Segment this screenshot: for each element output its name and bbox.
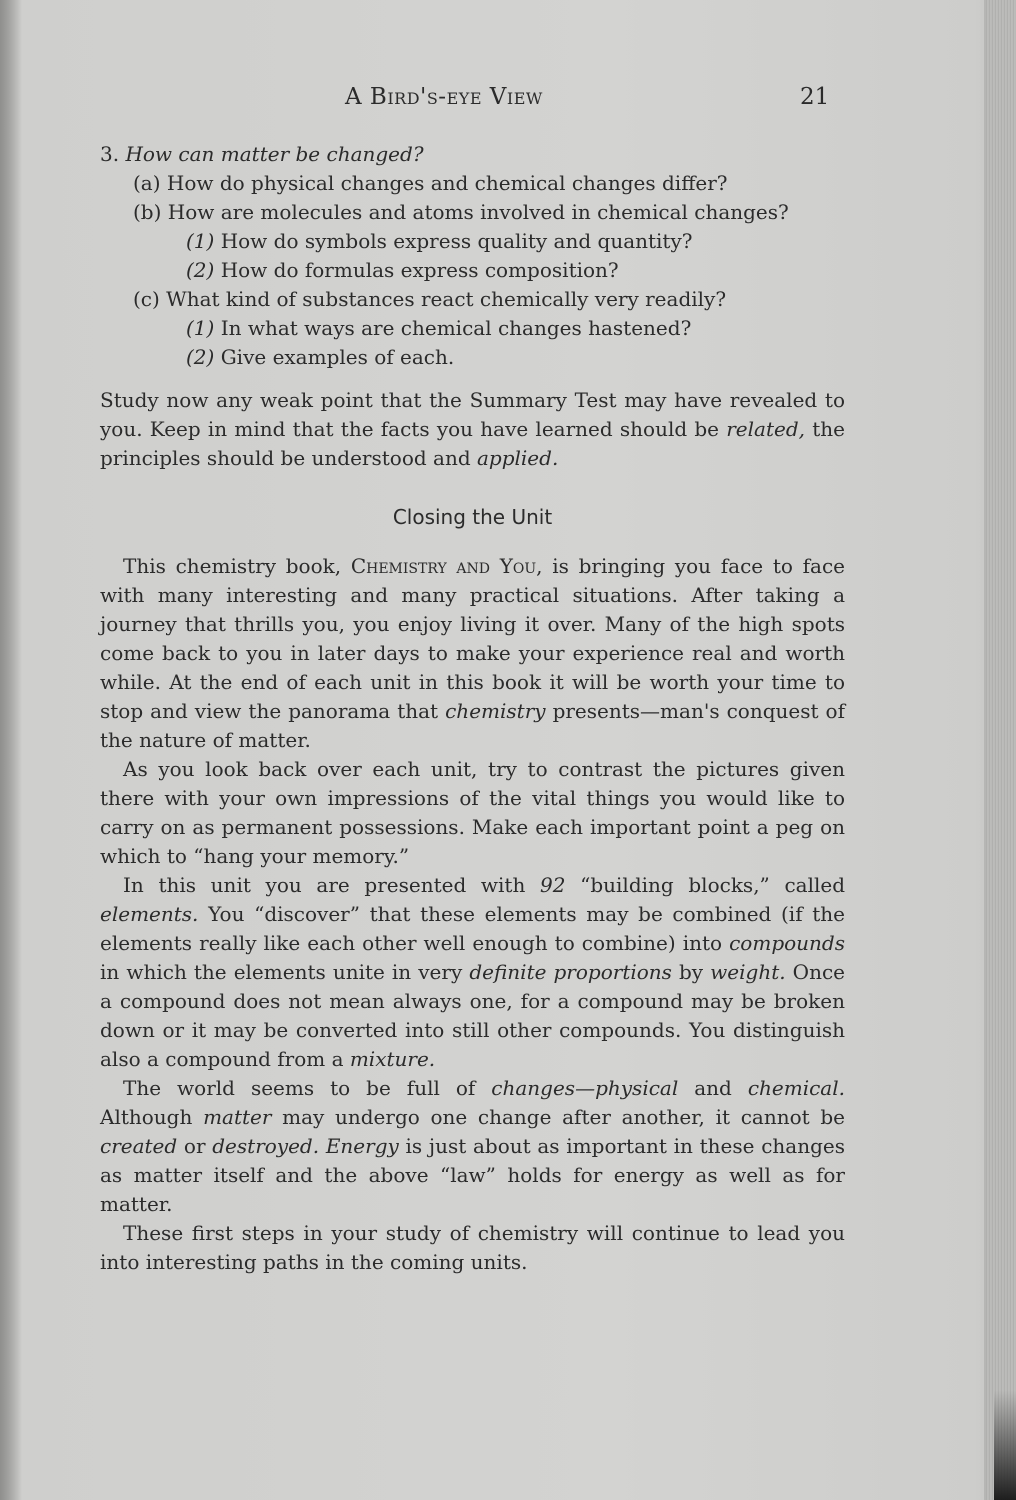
item-text: How are molecules and atoms involved in chemical changes? — [167, 200, 789, 224]
item-label: (2) — [186, 345, 215, 369]
question-subitem — [100, 343, 845, 372]
study-note: Study now any weak point that the Summary Test may have revealed to you. Keep in mind that the facts you have learned should be related, the principles should be understood and applied. — [100, 388, 845, 470]
paragraph-3: In this unit you are presented with 92 “building blocks,” called elements. You “discover” that these elements may be combined (if the elements really like each other well enough to combine) into compounds in which the elements unite in very definite proportions by weight. Once a compound does not mean always one, for a compound may be broken down or it may be converted into still other compounds. You distinguish also a compound from a mixture. — [100, 873, 845, 1071]
paragraph-2: As you look back over each unit, try to contrast the pictures given there with your own impressions of the vital things you would like to carry on as permanent possessions. Make each important point a peg on which to “hang your memory.” — [100, 757, 845, 868]
item-label: (b) — [133, 200, 162, 224]
page-content — [100, 140, 845, 1277]
question-subitem — [100, 256, 845, 285]
section-heading: Closing the Unit — [392, 505, 553, 529]
question-number: 3. — [100, 142, 120, 166]
question-item — [100, 198, 845, 227]
item-label: (2) — [186, 258, 215, 282]
paragraph-4: The world seems to be full of changes—physical and chemical. Although matter may undergo one change after another, it cannot be created or destroyed. Energy is just about as important in these changes as matter itself and the above “law” holds for energy as well as for matter. — [100, 1076, 846, 1216]
item-text: How do symbols express quality and quantity? — [220, 229, 693, 253]
item-text: What kind of substances react chemically very readily? — [166, 287, 727, 311]
book-title: Chemistry and You, — [350, 554, 543, 578]
paragraph-5: These first steps in your study of chemistry will continue to lead you into interesting paths in the coming units. — [100, 1221, 845, 1274]
item-text: How do physical changes and chemical changes differ? — [166, 171, 728, 195]
page-edge — [984, 0, 1016, 1500]
question-title: How can matter be changed? — [125, 142, 424, 166]
question-subitem — [100, 227, 845, 256]
item-text: In what ways are chemical changes hastened? — [220, 316, 692, 340]
binding-shadow — [0, 0, 22, 1500]
question-heading — [100, 140, 845, 169]
paragraph-1: This chemistry book, Chemistry and You, is bringing you face to face with many interesting and many practical situations. After taking a journey that thrills you, you enjoy living it over. Many of the high spots come back to you in later days to make your experience real and worth while. At the end of each unit in this book it will be worth your time to stop and view the panorama that chemistry presents—man's conquest of the nature of matter. — [100, 554, 845, 752]
item-label: (c) — [133, 287, 160, 311]
item-text: Give examples of each. — [220, 345, 455, 369]
item-label: (1) — [186, 316, 215, 340]
question-item — [100, 169, 845, 198]
page-number: 21 — [800, 84, 830, 110]
corner-shadow — [994, 1390, 1016, 1500]
question-subitem — [100, 314, 845, 343]
item-text: How do formulas express composition? — [220, 258, 619, 282]
item-label: (a) — [133, 171, 161, 195]
item-label: (1) — [186, 229, 215, 253]
question-item — [100, 285, 845, 314]
question-list — [100, 140, 845, 372]
running-head: A Bird's-eye View — [345, 84, 543, 110]
